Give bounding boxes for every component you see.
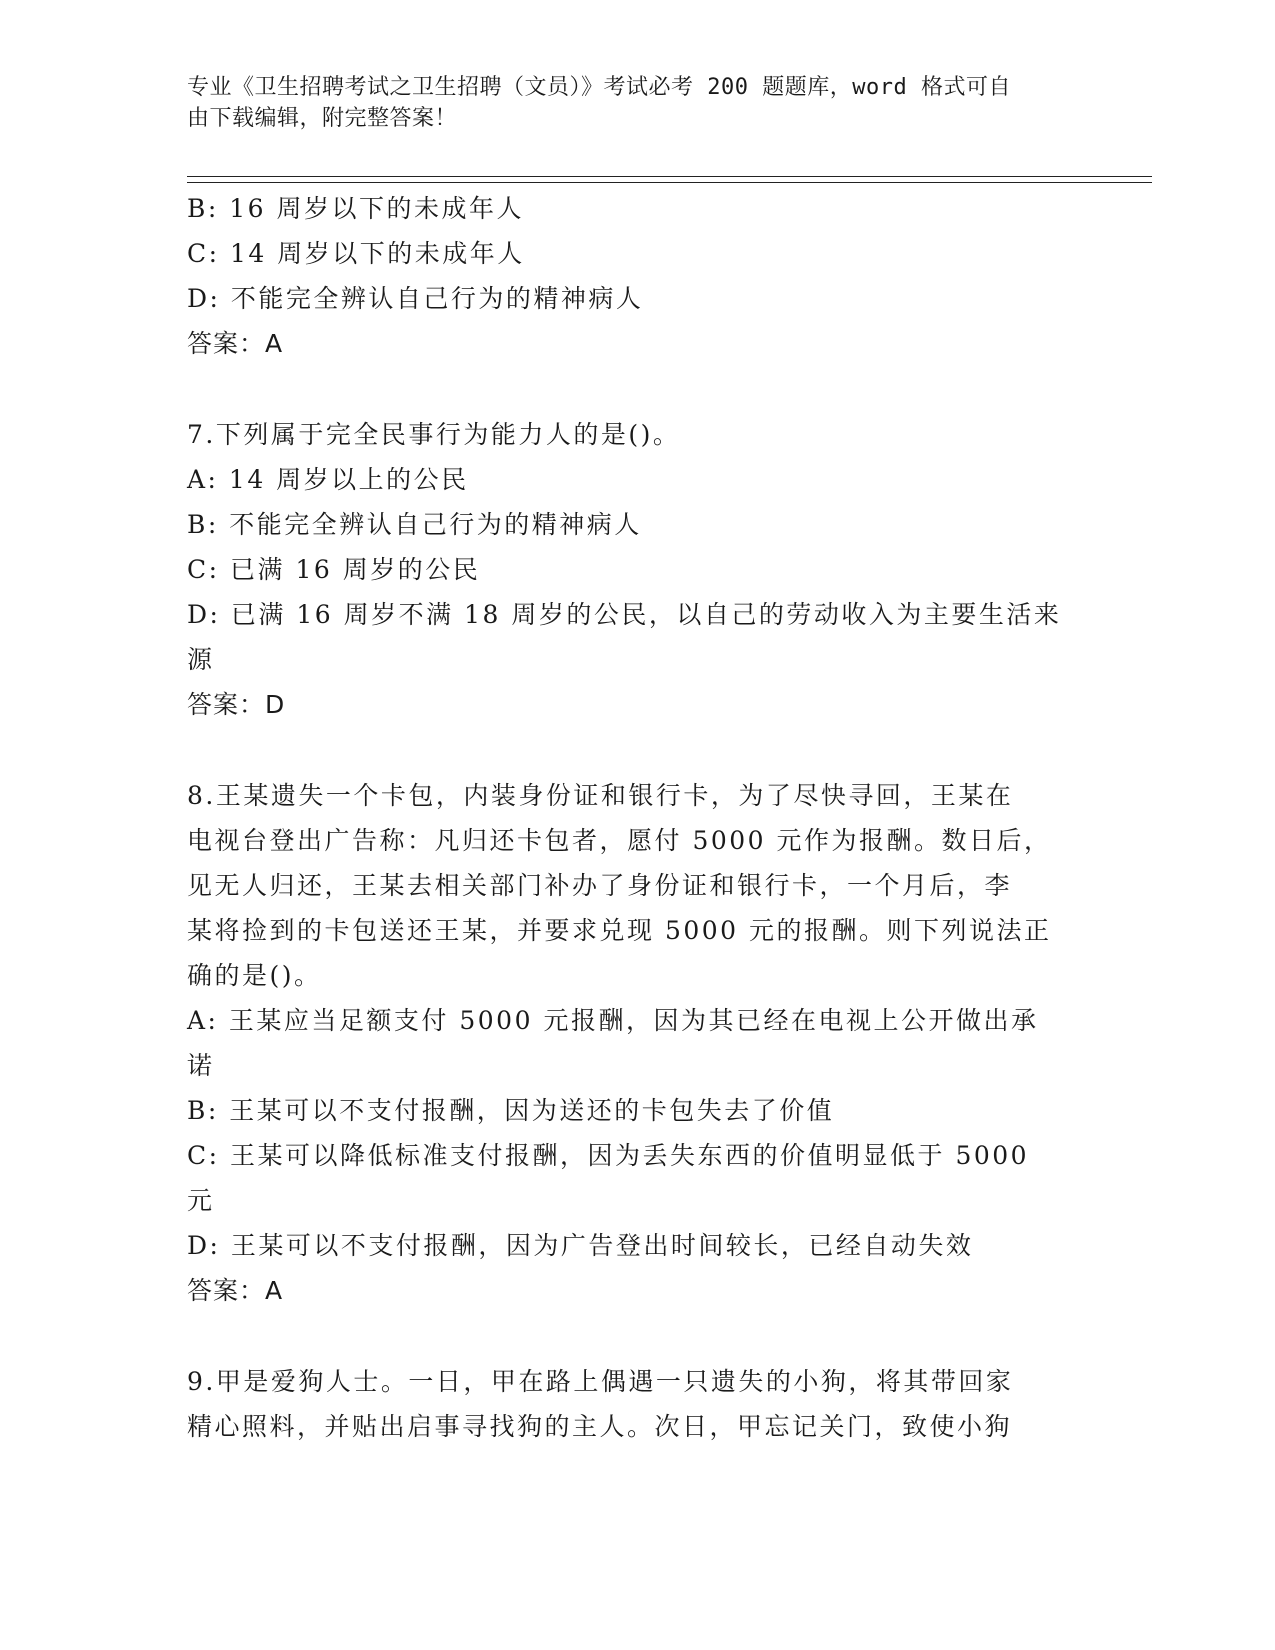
option-a-continued: 诺 (187, 1051, 215, 1080)
option-d-continued: 源 (187, 645, 215, 674)
spacer (187, 367, 1087, 412)
option-b: B: 王某可以不支付报酬，因为送还的卡包失去了价值 (187, 1096, 835, 1125)
answer: 答案：A (187, 329, 284, 358)
question-stem: 7.下列属于完全民事行为能力人的是()。 (187, 420, 681, 449)
option-c: C: 已满 16 周岁的公民 (187, 555, 481, 584)
question-stem-continued: 某将捡到的卡包送还王某，并要求兑现 5000 元的报酬。则下列说法正 (187, 916, 1052, 945)
question-7 (187, 412, 1087, 728)
answer: 答案：A (187, 1276, 284, 1305)
question-9 (187, 1359, 1087, 1449)
question-stem-continued: 确的是()。 (187, 961, 322, 990)
header-line-1: 专业《卫生招聘考试之卫生招聘（文员）》考试必考 200 题题库，word 格式可自 (187, 75, 1011, 100)
page-header (187, 72, 1067, 134)
header-line-2: 由下载编辑，附完整答案！ (187, 106, 458, 131)
answer: 答案：D (187, 690, 286, 719)
header-divider (187, 176, 1152, 183)
question-stem: 8.王某遗失一个卡包，内装身份证和银行卡，为了尽快寻回，王某在 (187, 781, 1014, 810)
question-stem-continued: 电视台登出广告称：凡归还卡包者，愿付 5000 元作为报酬。数日后， (187, 826, 1052, 855)
option-c: C: 14 周岁以下的未成年人 (187, 239, 525, 268)
option-c: C: 王某可以降低标准支付报酬，因为丢失东西的价值明显低于 5000 (187, 1141, 1030, 1170)
option-d: D: 已满 16 周岁不满 18 周岁的公民，以自己的劳动收入为主要生活来 (187, 600, 1062, 629)
option-d: D: 不能完全辨认自己行为的精神病人 (187, 284, 644, 313)
question-stem-continued: 见无人归还，王某去相关部门补办了身份证和银行卡，一个月后，李 (187, 871, 1013, 900)
option-b: B: 不能完全辨认自己行为的精神病人 (187, 510, 642, 539)
option-b: B: 16 周岁以下的未成年人 (187, 194, 525, 223)
option-d: D: 王某可以不支付报酬，因为广告登出时间较长，已经自动失效 (187, 1231, 974, 1260)
document-body (187, 186, 1087, 1449)
option-c-continued: 元 (187, 1186, 215, 1215)
question-8 (187, 773, 1087, 1314)
question-stem-continued: 精心照料，并贴出启事寻找狗的主人。次日，甲忘记关门，致使小狗 (187, 1412, 1013, 1441)
option-a: A: 王某应当足额支付 5000 元报酬，因为其已经在电视上公开做出承 (187, 1006, 1039, 1035)
spacer (187, 728, 1087, 773)
spacer (187, 1314, 1087, 1359)
option-a: A: 14 周岁以上的公民 (187, 465, 469, 494)
question-6-tail (187, 186, 1087, 367)
question-stem: 9.甲是爱狗人士。一日，甲在路上偶遇一只遗失的小狗，将其带回家 (187, 1367, 1014, 1396)
